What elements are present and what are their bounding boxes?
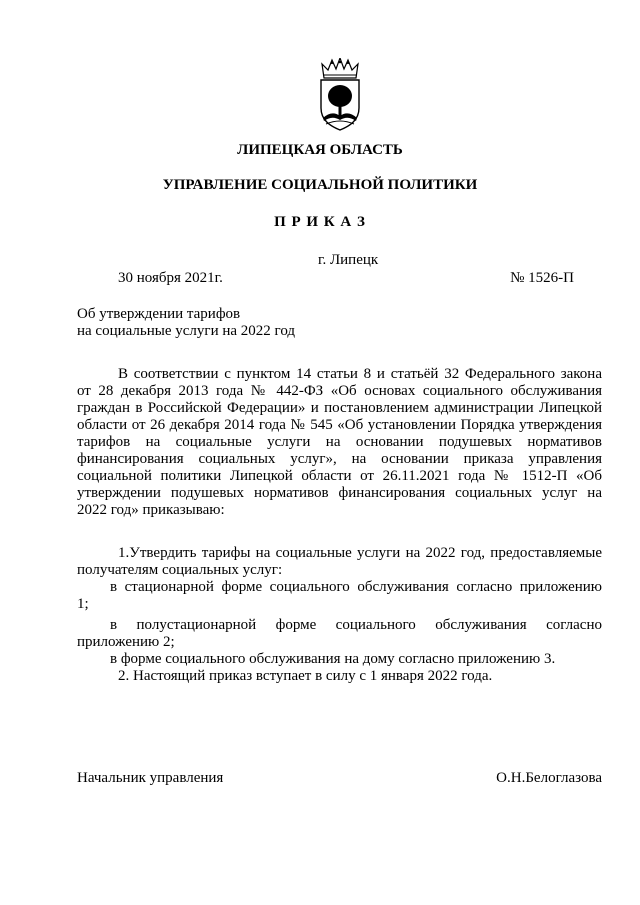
subclause-stationary: в стационарной форме социального обслуживания согласно приложению bbox=[110, 579, 602, 595]
clause-1-cont: получателям социальных услуг: bbox=[77, 562, 283, 578]
subject-line: Об утверждении тарифов bbox=[77, 306, 241, 322]
preamble-line: финансирования социальных услуг», на основании приказа управления bbox=[77, 451, 602, 467]
subclause-semistationary-cont: приложению 2; bbox=[77, 634, 175, 650]
preamble-line: граждан в Российской Федерации» и постановлением администрации Липецкой bbox=[77, 400, 602, 416]
document-number: № 1526-П bbox=[510, 270, 574, 286]
lipetsk-coat-of-arms-icon bbox=[316, 58, 364, 134]
preamble-line: утверждении подушевых нормативов финансирования социальных услуг на bbox=[77, 485, 602, 501]
clause-2: 2. Настоящий приказ вступает в силу с 1 января 2022 года. bbox=[118, 668, 493, 684]
subclause-semistationary: в полустационарной форме социального обслуживания согласно bbox=[110, 617, 602, 633]
subject-line: на социальные услуги на 2022 год bbox=[77, 323, 296, 339]
preamble-line: области от 26 декабря 2014 года № 545 «Об установлении Порядка утверждения bbox=[77, 417, 602, 433]
preamble-line: социальной политики Липецкой области от 26.11.2021 года № 1512-П «Об bbox=[77, 468, 602, 484]
preamble-line: тарифов на социальные услуги на основании подушевых нормативов bbox=[77, 434, 602, 450]
department-title: УПРАВЛЕНИЕ СОЦИАЛЬНОЙ ПОЛИТИКИ bbox=[162, 177, 478, 193]
signatory-position: Начальник управления bbox=[77, 770, 224, 786]
subclause-home: в форме социального обслуживания на дому согласно приложению 3. bbox=[110, 651, 556, 667]
clause-1: 1.Утвердить тарифы на социальные услуги на 2022 год, предоставляемые bbox=[118, 545, 602, 561]
preamble-line: В соответствии с пунктом 14 статьи 8 и статьёй 32 Федерального закона bbox=[118, 366, 602, 382]
preamble-line: 2022 год» приказываю: bbox=[77, 502, 225, 518]
preamble-line: от 28 декабря 2013 года № 442-ФЗ «Об основах социального обслуживания bbox=[77, 383, 602, 399]
subclause-stationary-cont: 1; bbox=[77, 596, 89, 612]
signatory-name: О.Н.Белоглазова bbox=[496, 770, 602, 786]
document-type: П Р И К А З bbox=[274, 214, 366, 230]
region-title: ЛИПЕЦКАЯ ОБЛАСТЬ bbox=[237, 142, 403, 158]
city: г. Липецк bbox=[318, 252, 379, 268]
document-date: 30 ноября 2021г. bbox=[118, 270, 223, 286]
